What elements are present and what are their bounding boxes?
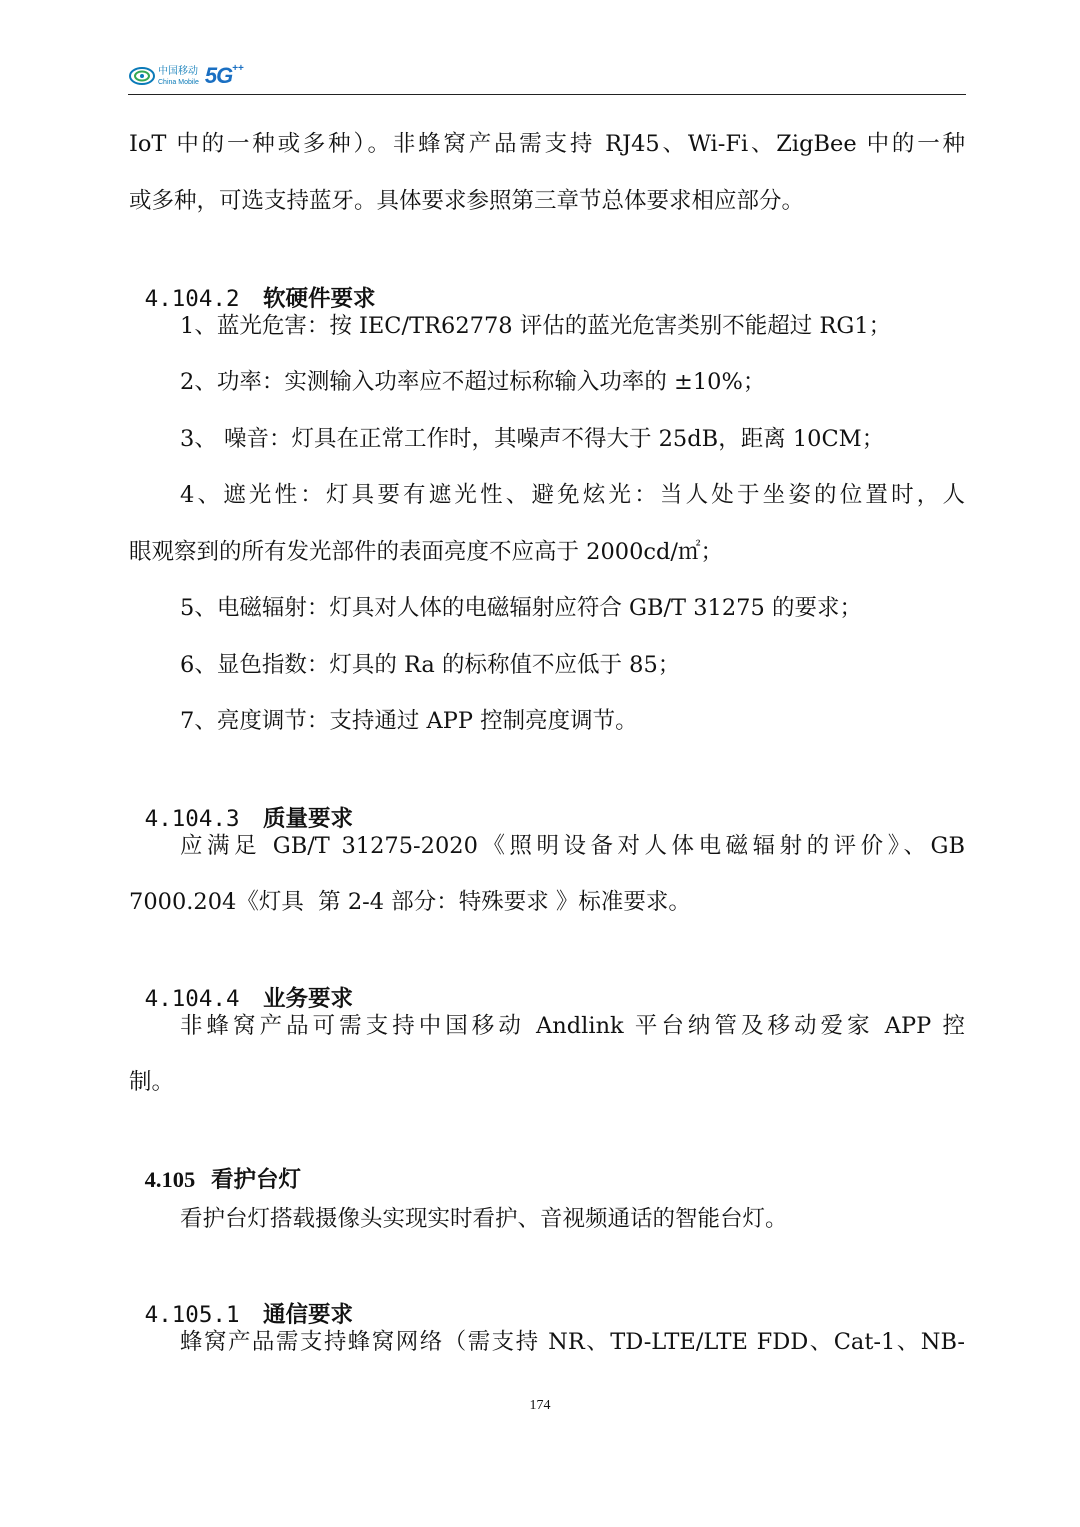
list-item: 7、亮度调节：支持通过 APP 控制亮度调节。 (180, 708, 638, 734)
section-heading-4-104-2 (129, 254, 376, 314)
section-heading-4-105 (129, 1135, 301, 1195)
logo-5g-text: 5G (204, 63, 233, 88)
paragraph-line: 制。 (129, 1069, 175, 1095)
page-header (128, 60, 966, 95)
list-item: 1、蓝光危害：按 IEC/TR62778 评估的蓝光危害类别不能超过 RG1； (180, 313, 892, 339)
page-number: 174 (529, 1398, 551, 1413)
section-number: 4.105 (144, 1167, 196, 1192)
section-heading-4-104-4 (129, 954, 353, 1014)
list-item: 5、电磁辐射：灯具对人体的电磁辐射应符合 GB/T 31275 的要求； (180, 595, 862, 621)
section-number: 4.105.1 (144, 1302, 240, 1328)
list-item-continuation: 眼观察到的所有发光部件的表面亮度不应高于 2000cd/㎡； (129, 539, 723, 565)
section-number: 4.104.4 (144, 986, 240, 1012)
china-mobile-logo (128, 62, 244, 90)
logo-plus-text: ++ (232, 62, 244, 74)
list-item: 4、遮光性：灯具要有遮光性、避免炫光：当人处于坐姿的位置时，人 (180, 482, 965, 508)
logo-chinese-text: 中国移动 (158, 65, 198, 77)
list-item: 2、功率：实测输入功率应不超过标称输入功率的 ±10%； (180, 369, 766, 395)
paragraph-line: 7000.204《灯具 第 2-4 部分：特殊要求 》标准要求。 (129, 889, 691, 915)
list-item: 6、显色指数：灯具的 Ra 的标称值不应低于 85； (180, 652, 681, 678)
paragraph-line: 看护台灯搭载摄像头实现实时看护、音视频通话的智能台灯。 (180, 1206, 788, 1232)
section-number: 4.104.2 (144, 286, 240, 312)
paragraph-line: 应满足 GB/T 31275-2020《照明设备对人体电磁辐射的评价》、GB (180, 833, 965, 859)
paragraph-line: 或多种，可选支持蓝牙。具体要求参照第三章节总体要求相应部分。 (129, 188, 805, 214)
paragraph-line: 蜂窝产品需支持蜂窝网络（需支持 NR、TD-LTE/LTE FDD、Cat-1、NB- (180, 1329, 965, 1355)
logo-english-text: China Mobile (158, 78, 199, 86)
section-heading-4-105-1 (129, 1270, 353, 1330)
paragraph-line: 非蜂窝产品可需支持中国移动 Andlink 平台纳管及移动爱家 APP 控 (180, 1013, 965, 1039)
section-number: 4.104.3 (144, 806, 240, 832)
section-heading-4-104-3 (129, 774, 353, 834)
list-item: 3、 噪音：灯具在正常工作时，其噪声不得大于 25dB，距离 10CM； (180, 426, 885, 452)
section-title: 看护台灯 (210, 1167, 301, 1193)
section-title: 通信要求 (263, 1302, 354, 1328)
china-mobile-swirl-icon (128, 64, 156, 88)
section-title: 软硬件要求 (263, 286, 376, 312)
section-title: 质量要求 (263, 806, 354, 832)
section-title: 业务要求 (263, 986, 354, 1012)
paragraph-line: IoT 中的一种或多种）。非蜂窝产品需支持 RJ45、Wi-Fi、ZigBee 中的一种 (129, 131, 965, 157)
